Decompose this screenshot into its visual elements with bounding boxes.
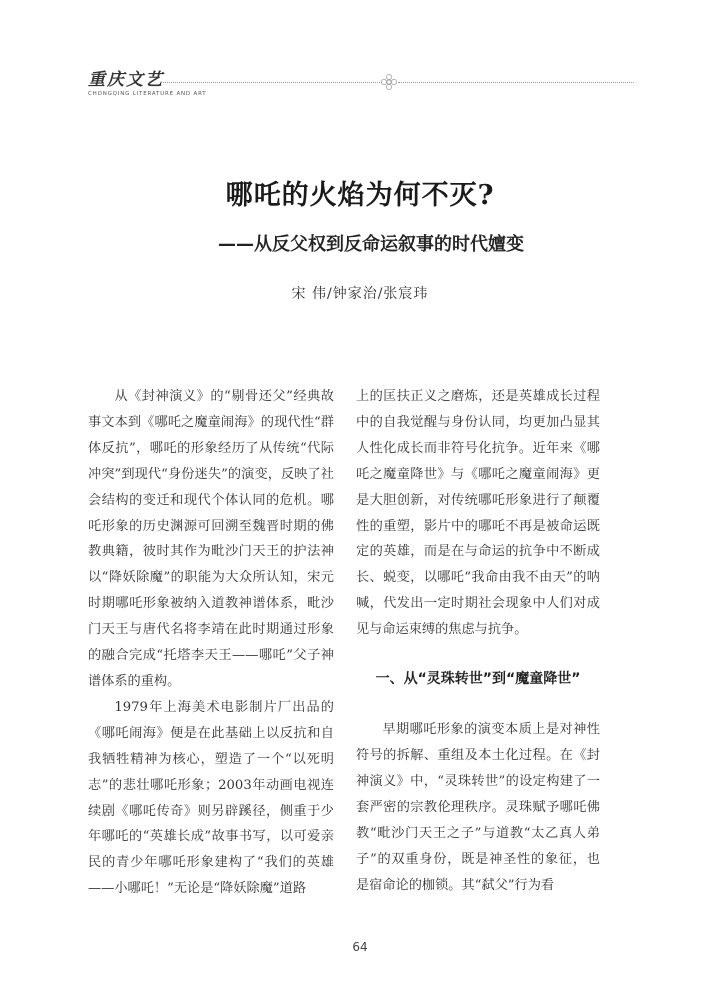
right-column bbox=[356, 384, 600, 898]
section-heading: 一、从“灵珠转世”到“魔童降世” bbox=[375, 671, 581, 688]
body-paragraph: 1979年上海美术电影制片厂出品的《哪吒闹海》便是在此基础上以反抗和自我牺牲精神为核心，塑造了一个“以死明志”的悲壮哪吒形象；2003年动画电视连续剧《哪吒传奇》则另辟蹊径，侧重于少年哪吒的“英雄长成”故事书写，以可爱亲民的青少年哪吒形象建构了“我们的英雄——小哪吒！”无论是“降妖除魔”道路 bbox=[88, 699, 334, 897]
article-title: 哪吒的火焰为何不灭? bbox=[225, 180, 495, 211]
body-paragraph: 从《封神演义》的“剔骨还父”经典故事文本到《哪吒之魔童闹海》的现代性“群体反抗”，哪吒的形象经历了从传统“代际冲突”到现代“身份迷失”的演变，反映了社会结构的变迁和现代个体认同的危机。哪吒形象的历史渊源可回溯至魏晋时期的佛教典籍，彼时其作为毗沙门天王的护法神以“降妖除魔”的职能为大众所认知，宋元时期哪吒形象被纳入道教神谱体系，毗沙门天王与唐代名将李靖在此时期通过形象的融合完成“托塔李天王——哪吒”父子神谱体系的重构。 bbox=[88, 389, 334, 689]
article-authors: 宋 伟/钟家治/张宸玮 bbox=[291, 286, 429, 302]
body-paragraph: 早期哪吒形象的演变本质上是对神性符号的拆解、重组及本土化过程。在《封神演义》中，“灵珠转世”的设定构建了一套严密的宗教伦理秩序。灵珠赋予哪吒佛教“毗沙门天王之子”与道教“太乙真人弟子”的双重身份，既是神圣性的象征，也是宿命论的枷锁。其“弑父”行为看 bbox=[356, 722, 600, 893]
flower-ornament-icon bbox=[380, 73, 398, 91]
page-number: 64 bbox=[352, 940, 368, 954]
journal-name-cn: 重庆文艺 bbox=[88, 70, 164, 90]
journal-masthead bbox=[88, 70, 207, 97]
body-paragraph-continued: 上的匡扶正义之磨炼，还是英雄成长过程中的自我觉醒与身份认同，均更加凸显其人性化成长而非符号化抗争。近年来《哪吒之魔童降世》与《哪吒之魔童闹海》更是大胆创新，对传统哪吒形象进行了颠覆性的重塑，影片中的哪吒不再是被命运既定的英雄，而是在与命运的抗争中不断成长、蜕变，以哪吒“我命由我不由天”的呐喊，代发出一定时期社会现象中人们对成见与命运束缚的焦虑与抗争。 bbox=[356, 389, 600, 638]
left-column bbox=[88, 384, 334, 902]
journal-name-en: CHONGQING LITERATURE AND ART bbox=[88, 91, 207, 97]
header-divider-left bbox=[160, 82, 382, 83]
header-divider-right bbox=[398, 82, 634, 83]
article-subtitle: ——从反父权到反命运叙事的时代嬗变 bbox=[218, 234, 524, 255]
